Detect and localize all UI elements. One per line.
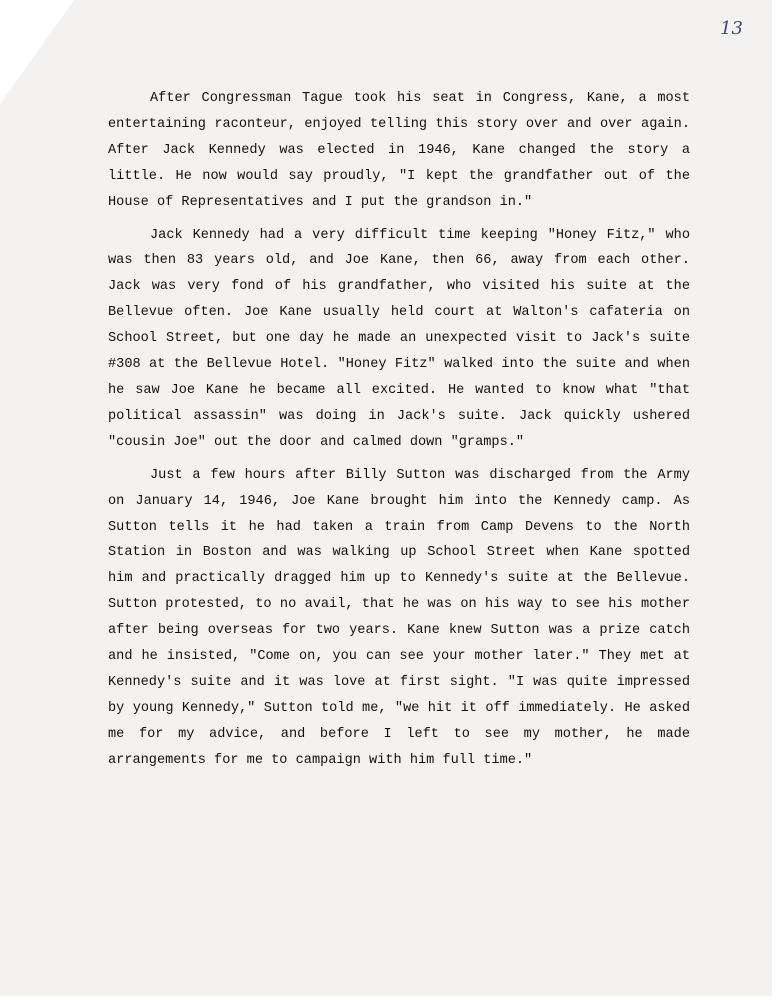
paragraph-2: Jack Kennedy had a very difficult time keeping "Honey Fitz," who was then 83 years old, and Joe Kane, then 66, away from each other. Jack was very fond of his grandfather, who visited his suite at the Bellevue often. Joe Kane usually held court at Walton's cafateria on School Street, but one day he made an unexpected visit to Jack's suite #308 at the Bellevue Hotel. "Honey Fitz" walked into the suite and when he saw Joe Kane he became all excited. He wanted to know what "that political assassin" was doing in Jack's suite. Jack quickly ushered "cousin Joe" out the door and calmed down "gramps."	[108, 227, 690, 450]
paragraph-1: After Congressman Tague took his seat in Congress, Kane, a most entertaining raconteur, enjoyed telling this story over and over again. After Jack Kennedy was elected in 1946, Kane changed the story a little. He now would say proudly, "I kept the grandfather out of the House of Representatives and I put the grandson in."	[108, 91, 690, 210]
page-number: 13	[720, 18, 743, 39]
body-text	[108, 86, 690, 781]
paragraph-3: Just a few hours after Billy Sutton was discharged from the Army on January 14, 1946, Joe Kane brought him into the Kennedy camp. As Sutton tells it he had taken a train from Camp Devens to the North Station in Boston and was walking up School Street when Kane spotted him and practically dragged him up to Kennedy's suite at the Bellevue. Sutton protested, to no avail, that he was on his way to see his mother after being overseas for two years. Kane knew Sutton was a prize catch and he insisted, "Come on, you can see your mother later." They met at Kennedy's suite and it was love at first sight. "I was quite impressed by young Kennedy," Sutton told me, "we hit it off immediately. He asked me for my advice, and before I left to see my mother, he made arrangements for me to campaign with him full time."	[108, 467, 690, 768]
